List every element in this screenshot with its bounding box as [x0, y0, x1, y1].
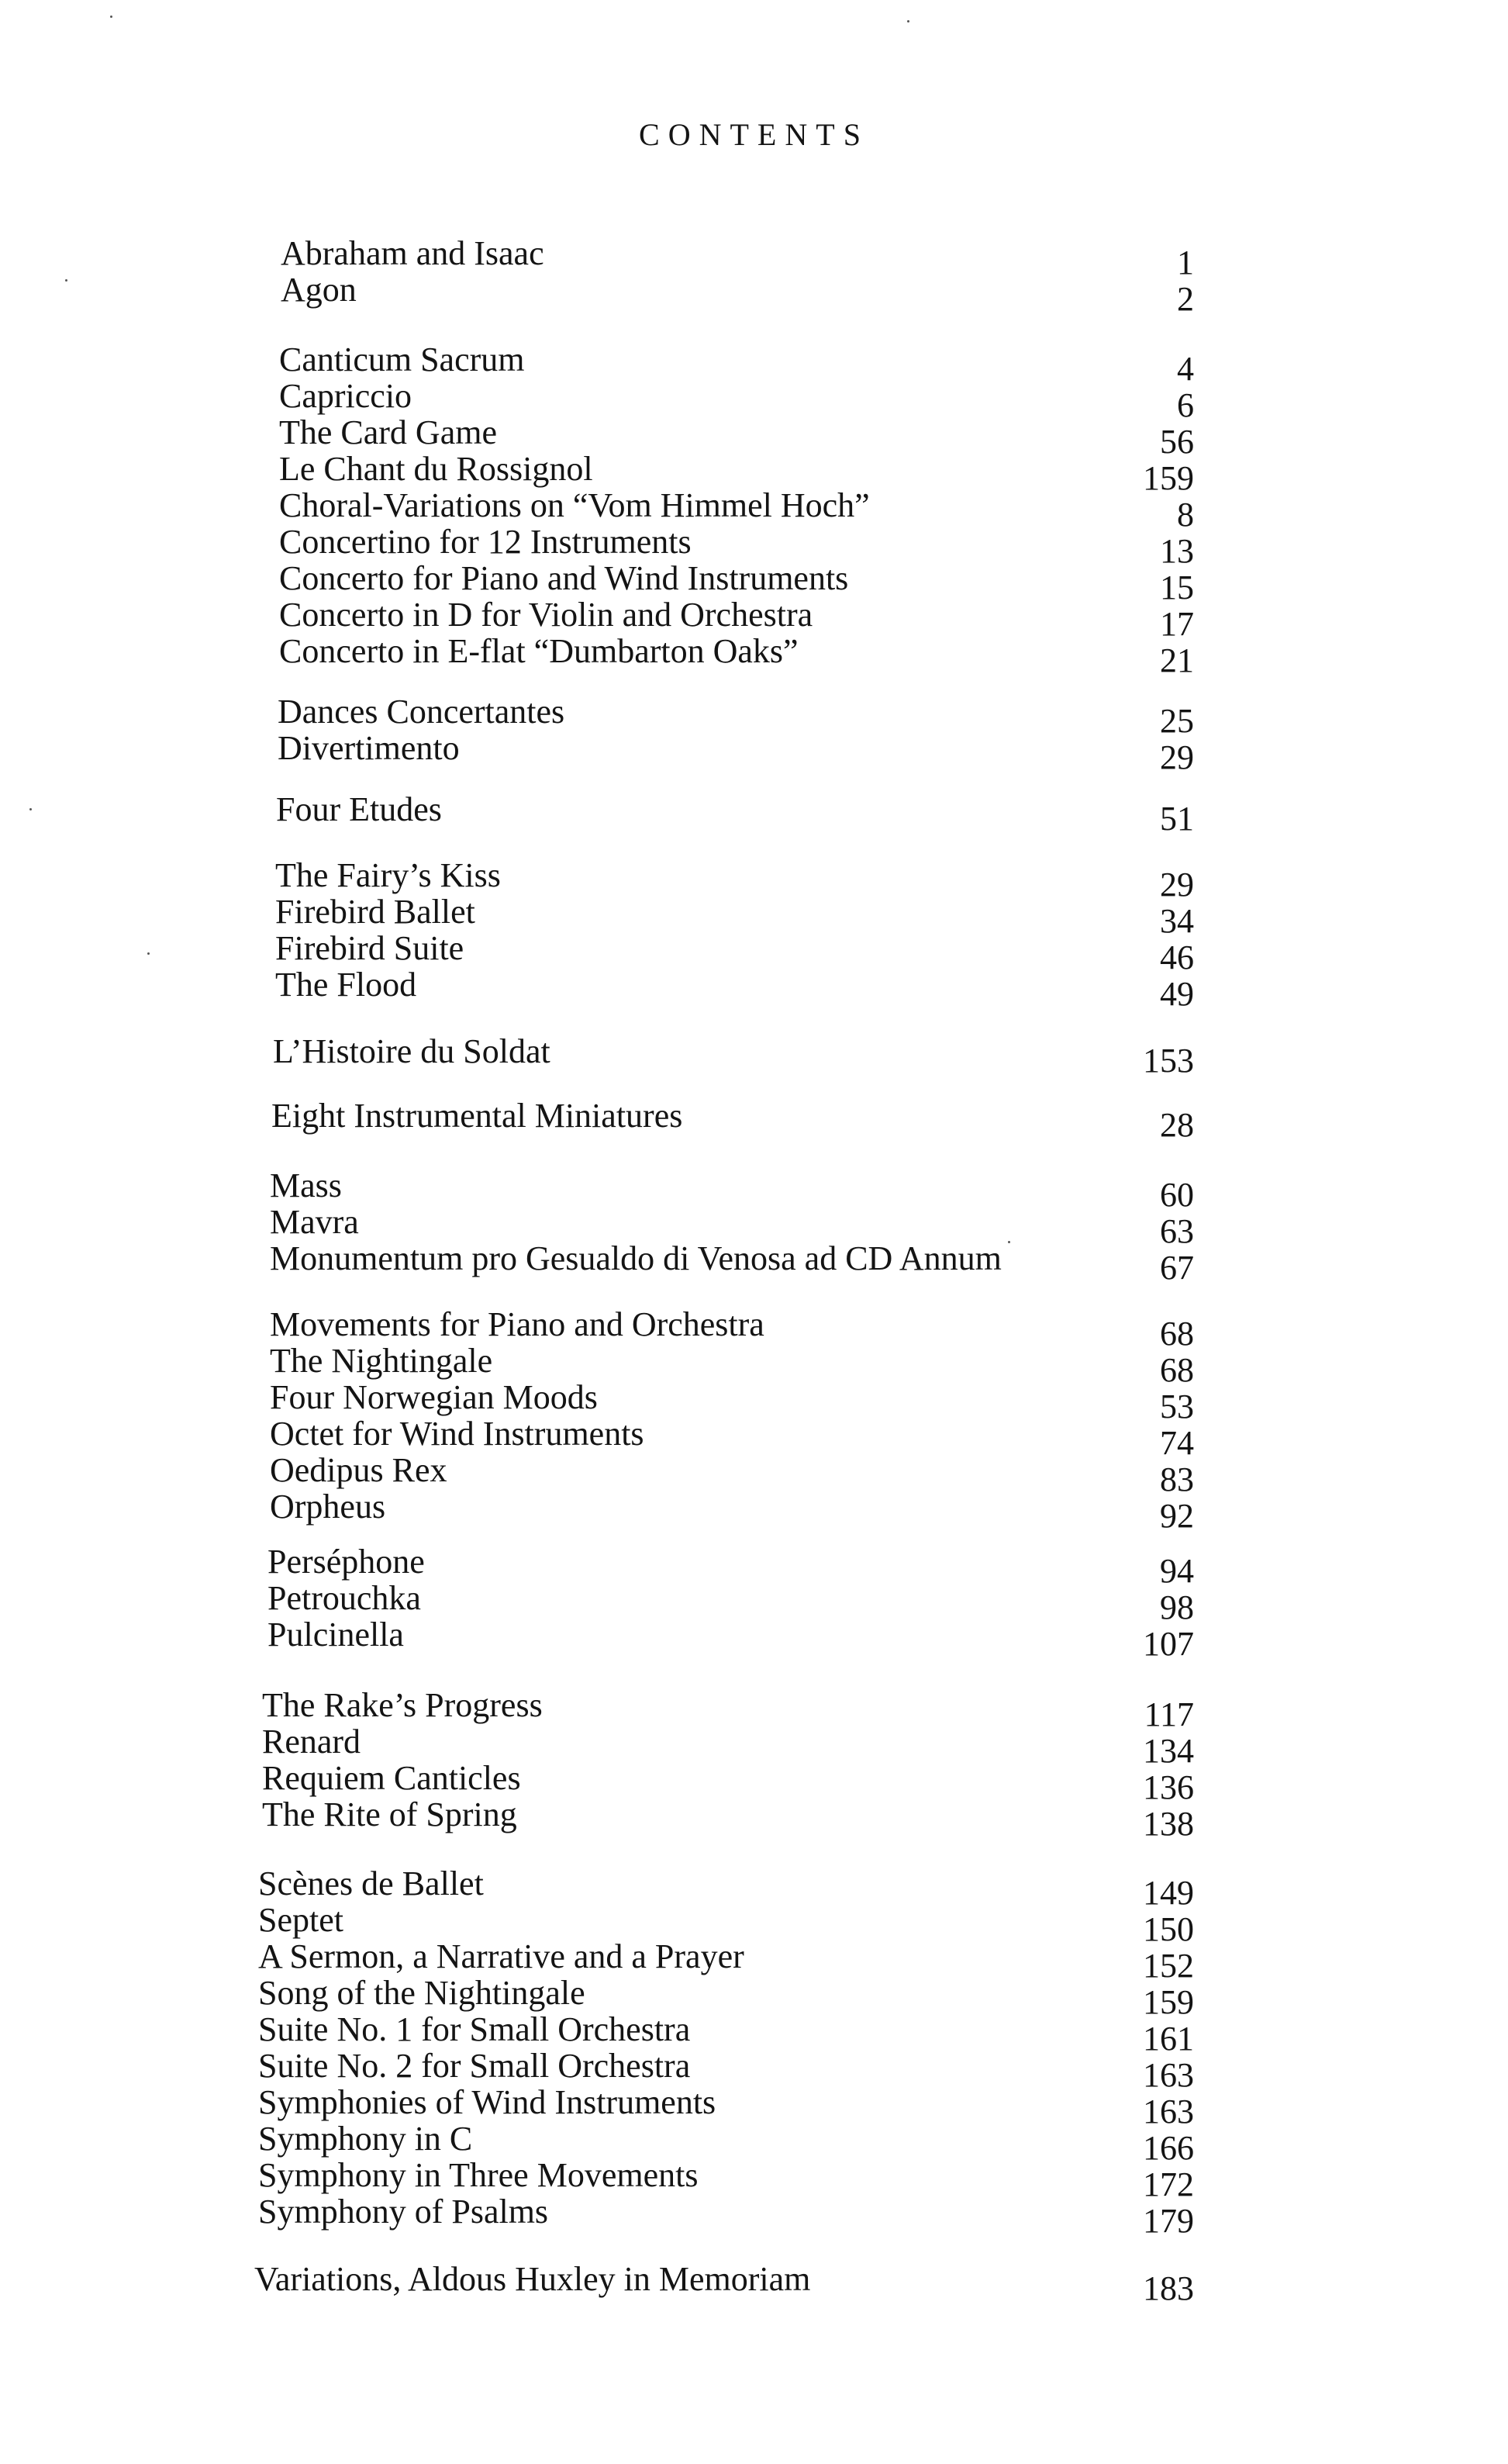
entry-title: Capriccio [279, 377, 412, 415]
toc-group [271, 1097, 1194, 1144]
entry-page-number: 63 [1160, 1212, 1194, 1250]
entry-title: Symphonies of Wind Instruments [258, 2083, 716, 2121]
entry-title: Symphony in Three Movements [258, 2156, 699, 2194]
toc-entry [279, 450, 1194, 497]
toc-entry [279, 523, 1194, 570]
toc-entry [267, 1579, 1194, 1626]
entry-page-number: 21 [1160, 641, 1194, 679]
entry-title: Movements for Piano and Orchestra [270, 1305, 764, 1343]
entry-page-number: 159 [1143, 1983, 1194, 2021]
entry-title: Divertimento [278, 729, 460, 767]
entry-page-number: 107 [1143, 1625, 1194, 1663]
toc-entry [275, 893, 1194, 940]
scan-speck [29, 808, 32, 810]
scan-speck [907, 20, 909, 22]
toc-group [279, 340, 1194, 679]
toc-entry [262, 1686, 1194, 1733]
entry-title: Four Etudes [276, 790, 442, 828]
toc-entry [278, 693, 1194, 740]
toc-entry [262, 1795, 1194, 1843]
toc-group [278, 693, 1194, 776]
entry-title: Requiem Canticles [262, 1759, 521, 1797]
entry-title: The Rite of Spring [262, 1795, 517, 1833]
toc-entry [270, 1305, 1194, 1353]
toc-entry [270, 1239, 1194, 1287]
toc-group [258, 1864, 1194, 2240]
entry-page-number: 51 [1160, 800, 1194, 838]
entry-page-number: 149 [1143, 1874, 1194, 1912]
toc-entry [279, 559, 1194, 606]
entry-page-number: 17 [1160, 605, 1194, 643]
entry-page-number: 179 [1143, 2202, 1194, 2240]
entry-page-number: 134 [1143, 1732, 1194, 1770]
entry-title: Suite No. 1 for Small Orchestra [258, 2010, 691, 2048]
toc-entry [270, 1451, 1194, 1498]
entry-page-number: 74 [1160, 1424, 1194, 1462]
toc-entry [271, 1097, 1194, 1144]
entry-title: Perséphone [267, 1543, 425, 1581]
toc-group [276, 790, 1194, 838]
entry-title: Abraham and Isaac [281, 234, 544, 272]
entry-page-number: 136 [1143, 1768, 1194, 1806]
entry-title: Symphony of Psalms [258, 2193, 549, 2231]
entry-page-number: 166 [1143, 2129, 1194, 2167]
entry-page-number: 25 [1160, 702, 1194, 740]
entry-page-number: 13 [1160, 532, 1194, 570]
entry-title: Pulcinella [267, 1616, 404, 1654]
toc-entry [258, 1901, 1194, 1948]
entry-title: Firebird Ballet [275, 893, 475, 931]
entry-title: Concerto for Piano and Wind Instruments [279, 559, 849, 597]
toc-entry [258, 2047, 1194, 2094]
entry-page-number: 46 [1160, 938, 1194, 976]
toc-entry [267, 1616, 1194, 1663]
entry-page-number: 29 [1160, 738, 1194, 776]
scan-speck [110, 16, 112, 18]
entry-page-number: 67 [1160, 1249, 1194, 1287]
entry-title: Choral-Variations on “Vom Himmel Hoch” [279, 486, 870, 524]
toc-entry [258, 2156, 1194, 2203]
entry-title: Mass [270, 1166, 342, 1204]
entry-title: The Fairy’s Kiss [275, 856, 501, 894]
scan-speck [147, 952, 150, 955]
scan-speck [1008, 1241, 1010, 1243]
entry-page-number: 183 [1143, 2269, 1194, 2307]
entry-title: Monumentum pro Gesualdo di Venosa ad CD Annum [270, 1239, 1002, 1277]
toc-entry [267, 1543, 1194, 1590]
scan-speck [65, 279, 67, 282]
entry-title: The Nightingale [270, 1342, 493, 1380]
entry-title: Canticum Sacrum [279, 340, 525, 378]
entry-title: Mavra [270, 1203, 359, 1241]
entry-title: Eight Instrumental Miniatures [271, 1097, 683, 1135]
toc-entry [279, 340, 1194, 388]
entry-page-number: 6 [1177, 386, 1194, 424]
toc-group [273, 1032, 1194, 1080]
entry-title: Octet for Wind Instruments [270, 1415, 644, 1453]
entry-page-number: 152 [1143, 1947, 1194, 1985]
toc-group [275, 856, 1194, 1013]
entry-page-number: 68 [1160, 1315, 1194, 1353]
entry-title: Petrouchka [267, 1579, 421, 1617]
entry-page-number: 8 [1177, 496, 1194, 534]
entry-title: The Rake’s Progress [262, 1686, 543, 1724]
entry-page-number: 161 [1143, 2020, 1194, 2058]
entry-title: Symphony in C [258, 2120, 473, 2158]
entry-title: Variations, Aldous Huxley in Memoriam [254, 2260, 811, 2298]
toc-entry [279, 486, 1194, 534]
toc-group [262, 1686, 1194, 1843]
entry-title: The Flood [275, 966, 417, 1004]
toc-entry [254, 2260, 1194, 2307]
entry-title: Concerto in D for Violin and Orchestra [279, 596, 813, 634]
entry-title: Firebird Suite [275, 929, 464, 967]
entry-title: Orpheus [270, 1488, 386, 1526]
entry-title: A Sermon, a Narrative and a Prayer [258, 1937, 744, 1975]
entry-page-number: 15 [1160, 568, 1194, 606]
entry-page-number: 117 [1144, 1695, 1194, 1733]
entry-title: Concertino for 12 Instruments [279, 523, 692, 561]
entry-title: Song of the Nightingale [258, 1974, 585, 2012]
toc-entry [258, 1864, 1194, 1912]
toc-group [281, 234, 1194, 318]
entry-page-number: 159 [1143, 459, 1194, 497]
entry-page-number: 28 [1160, 1106, 1194, 1144]
entry-title: Le Chant du Rossignol [279, 450, 593, 488]
toc-entry [279, 632, 1194, 679]
toc-entry [258, 2010, 1194, 2058]
toc-entry [273, 1032, 1194, 1080]
entry-page-number: 34 [1160, 902, 1194, 940]
entry-page-number: 56 [1160, 423, 1194, 461]
toc-entry [281, 234, 1194, 282]
entry-page-number: 2 [1177, 280, 1194, 318]
entry-title: Renard [262, 1723, 361, 1761]
entry-page-number: 68 [1160, 1351, 1194, 1389]
page-title: CONTENTS [639, 117, 869, 152]
toc-entry [275, 929, 1194, 976]
toc-entry [258, 2193, 1194, 2240]
entry-page-number: 1 [1177, 244, 1194, 282]
entry-title: Dances Concertantes [278, 693, 565, 731]
toc-entry [270, 1203, 1194, 1250]
entry-page-number: 29 [1160, 866, 1194, 904]
toc-group [267, 1543, 1194, 1663]
toc-entry [279, 413, 1194, 461]
entry-title: Four Norwegian Moods [270, 1378, 598, 1416]
toc-group [254, 2260, 1194, 2307]
toc-entry [270, 1488, 1194, 1535]
toc-entry [262, 1759, 1194, 1806]
toc-entry [278, 729, 1194, 776]
entry-page-number: 49 [1160, 975, 1194, 1013]
entry-title: Concerto in E-flat “Dumbarton Oaks” [279, 632, 799, 670]
entry-title: Suite No. 2 for Small Orchestra [258, 2047, 691, 2085]
toc-entry [276, 790, 1194, 838]
toc-entry [262, 1723, 1194, 1770]
toc-entry [279, 377, 1194, 424]
toc-group [270, 1305, 1194, 1535]
toc-entry [270, 1415, 1194, 1462]
toc-entry [270, 1342, 1194, 1389]
toc-entry [258, 2120, 1194, 2167]
entry-title: Agon [281, 271, 357, 309]
toc-entry [270, 1166, 1194, 1214]
toc-entry [258, 1974, 1194, 2021]
entry-title: Septet [258, 1901, 343, 1939]
entry-page-number: 94 [1160, 1552, 1194, 1590]
entry-title: L’Histoire du Soldat [273, 1032, 550, 1070]
entry-title: Scènes de Ballet [258, 1864, 484, 1902]
toc-entry [275, 856, 1194, 904]
entry-page-number: 163 [1143, 2056, 1194, 2094]
entry-page-number: 150 [1143, 1910, 1194, 1948]
entry-page-number: 138 [1143, 1805, 1194, 1843]
entry-page-number: 83 [1160, 1460, 1194, 1498]
entry-page-number: 53 [1160, 1388, 1194, 1426]
entry-page-number: 98 [1160, 1588, 1194, 1626]
entry-page-number: 92 [1160, 1497, 1194, 1535]
entry-page-number: 172 [1143, 2165, 1194, 2203]
toc-group [270, 1166, 1194, 1287]
toc-entry [258, 1937, 1194, 1985]
toc-entry [258, 2083, 1194, 2131]
entry-page-number: 163 [1143, 2092, 1194, 2131]
entry-title: Oedipus Rex [270, 1451, 447, 1489]
entry-page-number: 4 [1177, 350, 1194, 388]
toc-entry [279, 596, 1194, 643]
toc-entry [275, 966, 1194, 1013]
entry-page-number: 60 [1160, 1176, 1194, 1214]
entry-page-number: 153 [1143, 1042, 1194, 1080]
toc-entry [281, 271, 1194, 318]
toc-entry [270, 1378, 1194, 1426]
entry-title: The Card Game [279, 413, 497, 451]
